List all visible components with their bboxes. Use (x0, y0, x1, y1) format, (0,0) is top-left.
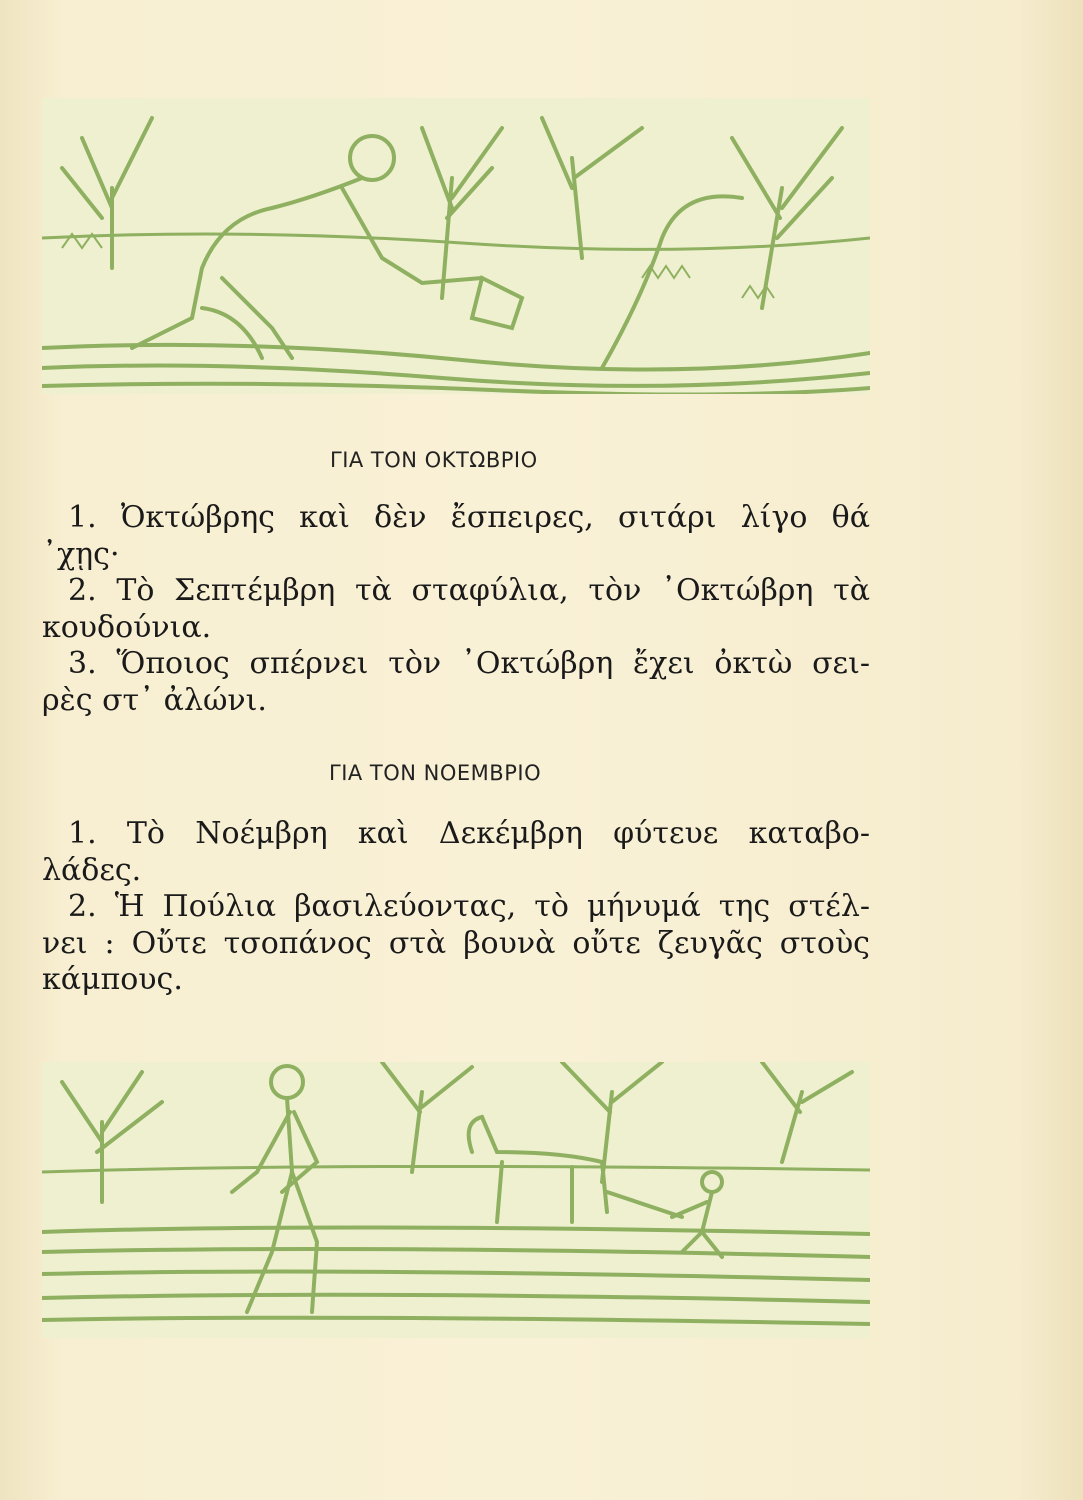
proverb-line: κουδούνια. (42, 609, 212, 645)
proverb-line: νει : Οὔτε τσοπάνος στὰ βουνὰ οὔτε ζευγᾶς στοὺς (42, 925, 870, 961)
proverb-line: ᾽χῃς· (42, 536, 120, 572)
proverb-list-november (42, 816, 870, 999)
proverb-line: 1. Τὸ Νοέμβρη καὶ Δεκέμβρη φύτευε καταβο- (68, 816, 870, 851)
proverb-line: λάδες. (42, 852, 142, 888)
section-heading-november: ΓΙΑ ΤΟΝ ΝΟΕΜΒΡΙΟ (329, 761, 542, 785)
proverb-line: ρὲς στ᾽ ἀλώνι. (42, 682, 267, 718)
proverb-line: κάμπους. (42, 962, 183, 997)
proverb-line: 2. Ἡ Πούλια βασιλεύοντας, τὸ μήνυμά της στέλ- (68, 889, 870, 924)
farmer-sowing-seeds-icon (42, 98, 870, 394)
proverb-line: 2. Τὸ Σεπτέμβρη τὰ σταφύλια, τὸν ᾽Οκτώβρη τὰ (68, 573, 870, 608)
proverb-list-october (42, 500, 870, 719)
farmer-ploughing-field-icon (42, 1062, 870, 1338)
section-heading-october: ΓΙΑ ΤΟΝ ΟΚΤΩΒΡΙΟ (330, 448, 538, 472)
proverb-line: 3. Ὅποιος σπέρνει τὸν ᾽Οκτώβρη ἔχει ὀκτὼ σει- (68, 646, 870, 681)
proverb-line: 1. Ὀκτώβρης καὶ δὲν ἔσπειρες, σιτάρι λίγο θά (68, 500, 870, 535)
